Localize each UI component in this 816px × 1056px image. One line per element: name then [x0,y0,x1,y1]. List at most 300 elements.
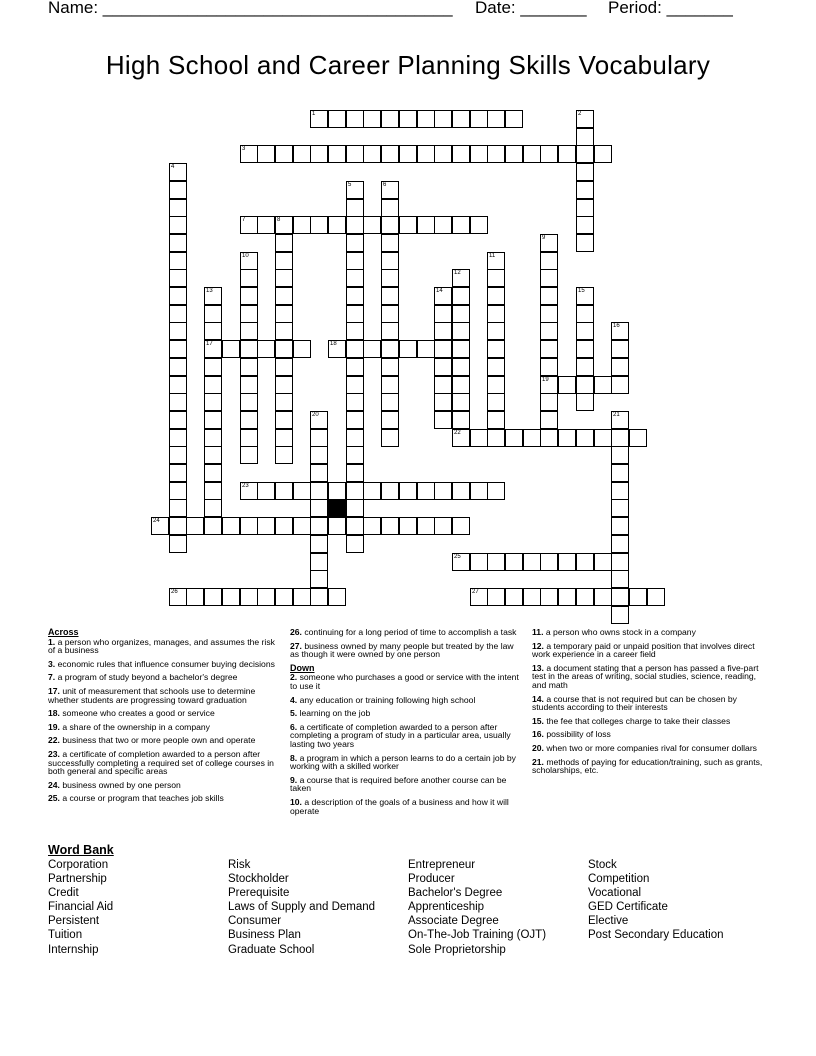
crossword-cell[interactable] [310,464,328,482]
crossword-cell[interactable] [363,482,381,500]
crossword-cell[interactable] [576,181,594,199]
crossword-cell[interactable] [346,482,364,500]
crossword-cell[interactable] [310,145,328,163]
crossword-cell[interactable] [381,358,399,376]
crossword-cell[interactable] [381,252,399,270]
crossword-cell[interactable] [381,216,399,234]
crossword-cell[interactable] [275,429,293,447]
crossword-cell[interactable] [417,110,435,128]
crossword-cell[interactable] [611,376,629,394]
crossword-cell[interactable] [169,499,187,517]
cell-number: 27 [472,589,479,595]
crossword-cell[interactable] [434,305,452,323]
crossword-cell[interactable] [310,499,328,517]
crossword-cell[interactable] [611,499,629,517]
crossword-cell[interactable] [540,553,558,571]
crossword-cell[interactable] [434,376,452,394]
crossword-cell[interactable] [240,376,258,394]
crossword-cell[interactable] [275,287,293,305]
crossword-cell[interactable] [346,464,364,482]
crossword-cell[interactable] [363,216,381,234]
crossword-cell[interactable] [346,216,364,234]
crossword-cell[interactable] [399,216,417,234]
crossword-cell[interactable] [487,287,505,305]
crossword-cell[interactable] [576,145,594,163]
crossword-cell[interactable] [240,517,258,535]
crossword-cell[interactable] [611,464,629,482]
crossword-cell[interactable] [169,163,187,181]
crossword-cell[interactable] [558,429,576,447]
crossword-cell[interactable] [204,429,222,447]
crossword-cell[interactable] [505,429,523,447]
crossword-cell[interactable] [310,482,328,500]
crossword-cell[interactable] [222,340,240,358]
crossword-cell[interactable] [611,446,629,464]
crossword-cell[interactable] [240,446,258,464]
crossword-cell[interactable] [487,411,505,429]
crossword-cell[interactable] [310,429,328,447]
crossword-cell[interactable] [275,305,293,323]
crossword-cell[interactable] [647,588,665,606]
crossword-cell[interactable] [346,145,364,163]
crossword-cell[interactable] [275,376,293,394]
crossword-cell[interactable] [505,553,523,571]
crossword-cell[interactable] [169,287,187,305]
crossword-cell[interactable] [240,340,258,358]
crossword-cell[interactable] [576,128,594,146]
crossword-cell[interactable] [169,269,187,287]
crossword-cell[interactable] [594,588,612,606]
crossword-cell[interactable] [257,482,275,500]
crossword-cell[interactable] [487,269,505,287]
crossword-cell[interactable] [293,216,311,234]
crossword-cell[interactable] [434,322,452,340]
crossword-cell[interactable] [346,517,364,535]
crossword-cell[interactable] [576,234,594,252]
crossword-cell[interactable] [417,517,435,535]
crossword-cell[interactable] [540,411,558,429]
crossword-cell[interactable] [381,340,399,358]
crossword-cell[interactable] [452,517,470,535]
crossword-cell[interactable] [346,181,364,199]
crossword-cell[interactable] [558,588,576,606]
crossword-cell[interactable] [204,482,222,500]
crossword-cell[interactable] [540,145,558,163]
crossword-cell[interactable] [611,535,629,553]
crossword-cell[interactable] [204,358,222,376]
crossword-cell[interactable] [487,429,505,447]
crossword-cell[interactable] [346,234,364,252]
crossword-cell[interactable] [257,588,275,606]
crossword-cell[interactable] [275,517,293,535]
crossword-cell[interactable] [417,216,435,234]
crossword-cell[interactable] [169,199,187,217]
crossword-cell[interactable] [629,588,647,606]
crossword-cell[interactable] [381,199,399,217]
crossword-cell[interactable] [452,322,470,340]
crossword-cell[interactable] [470,145,488,163]
crossword-cell[interactable] [487,340,505,358]
crossword-cell[interactable] [629,429,647,447]
crossword-cell[interactable] [204,464,222,482]
crossword-cell[interactable] [346,499,364,517]
crossword-cell[interactable] [310,588,328,606]
crossword-cell[interactable] [576,110,594,128]
crossword-cell[interactable] [310,517,328,535]
crossword-cell[interactable] [487,393,505,411]
crossword-cell[interactable] [399,340,417,358]
crossword-cell[interactable] [222,517,240,535]
crossword-cell[interactable] [576,376,594,394]
crossword-cell[interactable] [558,376,576,394]
crossword-cell[interactable] [381,287,399,305]
crossword-cell[interactable] [487,376,505,394]
crossword-cell[interactable] [240,588,258,606]
crossword-cell[interactable] [381,482,399,500]
crossword-cell[interactable] [293,145,311,163]
crossword-cell[interactable] [523,588,541,606]
crossword-cell[interactable] [381,376,399,394]
crossword-cell[interactable] [275,340,293,358]
crossword-cell[interactable] [328,145,346,163]
crossword-cell[interactable] [576,393,594,411]
crossword-cell[interactable] [293,517,311,535]
crossword-cell[interactable] [310,110,328,128]
crossword-cell[interactable] [452,216,470,234]
crossword-cell[interactable] [328,340,346,358]
crossword-cell[interactable] [399,110,417,128]
crossword-cell[interactable] [452,358,470,376]
crossword-cell[interactable] [452,340,470,358]
crossword-cell[interactable] [381,269,399,287]
crossword-cell[interactable] [540,252,558,270]
crossword-cell[interactable] [540,376,558,394]
crossword-cell[interactable] [523,145,541,163]
crossword-cell[interactable] [487,110,505,128]
crossword-cell[interactable] [169,393,187,411]
crossword-cell[interactable] [540,322,558,340]
crossword-cell[interactable] [151,517,169,535]
crossword-cell[interactable] [434,287,452,305]
crossword-cell[interactable] [487,482,505,500]
name-field[interactable]: Name: _____________________________________ [48,0,453,17]
crossword-cell[interactable] [611,553,629,571]
crossword-cell[interactable] [346,322,364,340]
crossword-cell[interactable] [487,588,505,606]
crossword-cell[interactable] [346,358,364,376]
crossword-cell[interactable] [611,322,629,340]
crossword-cell[interactable] [381,517,399,535]
crossword-cell[interactable] [363,340,381,358]
crossword-cell[interactable] [452,110,470,128]
crossword-cell[interactable] [381,145,399,163]
crossword-cell[interactable] [346,393,364,411]
crossword-cell[interactable] [240,216,258,234]
crossword-cell[interactable] [169,340,187,358]
crossword-cell[interactable] [257,216,275,234]
crossword-cell[interactable] [452,287,470,305]
crossword-cell[interactable] [381,110,399,128]
crossword-cell[interactable] [257,340,275,358]
crossword-cell[interactable] [487,358,505,376]
crossword-cell[interactable] [452,305,470,323]
crossword-cell[interactable] [346,429,364,447]
crossword-cell[interactable] [346,199,364,217]
crossword-cell[interactable] [540,269,558,287]
crossword-cell[interactable] [275,145,293,163]
crossword-cell[interactable] [310,216,328,234]
crossword-cell[interactable] [240,287,258,305]
crossword-cell[interactable] [240,322,258,340]
crossword-cell[interactable] [381,234,399,252]
crossword-cell[interactable] [470,553,488,571]
crossword-cell[interactable] [346,110,364,128]
crossword-cell[interactable] [169,322,187,340]
crossword-cell[interactable] [346,446,364,464]
crossword-cell[interactable] [452,553,470,571]
crossword-cell[interactable] [452,393,470,411]
crossword-cell[interactable] [417,340,435,358]
crossword-cell[interactable] [293,588,311,606]
crossword-cell[interactable] [204,499,222,517]
crossword-cell[interactable] [275,269,293,287]
crossword-cell[interactable] [381,305,399,323]
crossword-cell[interactable] [275,216,293,234]
crossword-cell[interactable] [186,588,204,606]
crossword-cell[interactable] [611,570,629,588]
crossword-cell[interactable] [169,376,187,394]
crossword-cell[interactable] [169,358,187,376]
crossword-cell[interactable] [434,411,452,429]
crossword-cell[interactable] [257,145,275,163]
crossword-cell[interactable] [240,393,258,411]
crossword-cell[interactable] [186,517,204,535]
crossword-cell[interactable] [275,411,293,429]
crossword-cell[interactable] [452,376,470,394]
crossword-cell[interactable] [169,446,187,464]
crossword-cell[interactable] [240,358,258,376]
crossword-cell[interactable] [363,110,381,128]
crossword-cell[interactable] [381,411,399,429]
crossword-cell[interactable] [576,553,594,571]
crossword-cell[interactable] [169,429,187,447]
crossword-cell[interactable] [611,429,629,447]
crossword-cell[interactable] [540,358,558,376]
crossword-cell[interactable] [487,322,505,340]
crossword-cell[interactable] [257,517,275,535]
crossword-cell[interactable] [169,535,187,553]
crossword-cell[interactable] [540,340,558,358]
crossword-cell[interactable] [204,411,222,429]
crossword-cell[interactable] [310,446,328,464]
crossword-cell[interactable] [204,588,222,606]
crossword-cell[interactable] [275,358,293,376]
crossword-cell[interactable] [399,517,417,535]
crossword-cell[interactable] [240,145,258,163]
crossword-cell[interactable] [523,429,541,447]
crossword-cell[interactable] [594,145,612,163]
crossword-cell[interactable] [310,535,328,553]
crossword-cell[interactable] [434,145,452,163]
crossword-cell[interactable] [346,535,364,553]
crossword-cell[interactable] [540,393,558,411]
crossword-cell[interactable] [487,305,505,323]
crossword-cell[interactable] [576,358,594,376]
crossword-cell[interactable] [576,216,594,234]
crossword-cell[interactable] [240,305,258,323]
crossword-cell[interactable] [169,482,187,500]
crossword-cell[interactable] [611,588,629,606]
crossword-cell[interactable] [169,464,187,482]
crossword-cell[interactable] [169,181,187,199]
crossword-cell[interactable] [204,517,222,535]
crossword-cell[interactable] [204,305,222,323]
crossword-cell[interactable] [523,553,541,571]
crossword-cell[interactable] [452,269,470,287]
crossword-cell[interactable] [576,588,594,606]
crossword-cell[interactable] [452,411,470,429]
crossword-cell[interactable] [611,517,629,535]
crossword-cell[interactable] [611,358,629,376]
crossword-cell[interactable] [240,252,258,270]
crossword-cell[interactable] [204,287,222,305]
crossword-cell[interactable] [328,482,346,500]
crossword-cell[interactable] [328,216,346,234]
date-field[interactable]: Date: _______ [475,0,587,17]
crossword-cell[interactable] [310,553,328,571]
crossword-cell[interactable] [169,252,187,270]
crossword-cell[interactable] [594,429,612,447]
crossword-cell[interactable] [611,340,629,358]
crossword-cell[interactable] [576,199,594,217]
period-field[interactable]: Period: _______ [608,0,733,17]
crossword-cell[interactable] [505,145,523,163]
crossword-cell[interactable] [452,145,470,163]
crossword-cell[interactable] [434,482,452,500]
crossword-cell[interactable] [169,305,187,323]
crossword-cell[interactable] [452,482,470,500]
crossword-cell[interactable] [310,570,328,588]
crossword-cell[interactable] [381,429,399,447]
crossword-cell[interactable] [381,181,399,199]
crossword-cell[interactable] [540,429,558,447]
crossword-cell[interactable] [169,216,187,234]
crossword-cell[interactable] [470,588,488,606]
crossword-cell[interactable] [540,305,558,323]
crossword-cell[interactable] [594,553,612,571]
crossword-cell[interactable] [204,446,222,464]
crossword-cell[interactable] [381,322,399,340]
crossword-cell[interactable] [346,411,364,429]
crossword-cell[interactable] [399,145,417,163]
crossword-cell[interactable] [558,145,576,163]
crossword-cell[interactable] [576,340,594,358]
crossword-cell[interactable] [611,606,629,624]
crossword-cell[interactable] [505,110,523,128]
crossword-cell[interactable] [576,287,594,305]
crossword-cell[interactable] [594,376,612,394]
crossword-cell[interactable] [204,393,222,411]
crossword-cell[interactable] [434,216,452,234]
crossword-cell[interactable] [169,411,187,429]
crossword-cell[interactable] [275,252,293,270]
crossword-cell[interactable] [434,110,452,128]
crossword-cell[interactable] [346,287,364,305]
crossword-cell[interactable] [434,393,452,411]
crossword-cell[interactable] [487,145,505,163]
crossword-cell[interactable] [505,588,523,606]
crossword-cell[interactable] [240,269,258,287]
crossword-cell[interactable] [169,234,187,252]
crossword-cell[interactable] [346,252,364,270]
crossword-cell[interactable] [240,429,258,447]
crossword-cell[interactable] [558,553,576,571]
crossword-cell[interactable] [611,482,629,500]
crossword-cell[interactable] [346,376,364,394]
crossword-cell[interactable] [540,234,558,252]
crossword-cell[interactable] [240,482,258,500]
crossword-cell[interactable] [328,588,346,606]
crossword-cell[interactable] [487,553,505,571]
crossword-cell[interactable] [434,340,452,358]
crossword-cell[interactable] [470,110,488,128]
crossword-cell[interactable] [576,322,594,340]
crossword-cell[interactable] [417,145,435,163]
crossword-cell[interactable] [470,429,488,447]
crossword-cell[interactable] [328,110,346,128]
crossword-cell[interactable] [346,269,364,287]
crossword-cell[interactable] [275,482,293,500]
crossword-cell[interactable] [434,358,452,376]
crossword-cell[interactable] [540,287,558,305]
crossword-cell[interactable] [204,322,222,340]
crossword-cell[interactable] [452,429,470,447]
crossword-cell[interactable] [417,482,435,500]
crossword-cell[interactable] [346,340,364,358]
crossword-cell[interactable] [611,411,629,429]
crossword-cell[interactable] [293,340,311,358]
crossword-cell[interactable] [275,234,293,252]
crossword-cell[interactable] [346,305,364,323]
crossword-cell[interactable] [222,588,240,606]
crossword-cell[interactable] [363,517,381,535]
crossword-cell[interactable] [204,340,222,358]
crossword-cell[interactable] [204,376,222,394]
crossword-cell[interactable] [470,482,488,500]
crossword-cell[interactable] [310,411,328,429]
crossword-cell[interactable] [275,393,293,411]
crossword-cell[interactable] [169,517,187,535]
crossword-cell[interactable] [576,429,594,447]
crossword-cell[interactable] [540,588,558,606]
crossword-cell[interactable] [434,517,452,535]
clue-down-13: 13. a document stating that a person has passed a five-part test in the areas of writing, social studies, science, reading, and math [532,662,759,690]
crossword-cell[interactable] [275,588,293,606]
crossword-cell[interactable] [381,393,399,411]
crossword-cell[interactable] [487,252,505,270]
crossword-cell[interactable] [328,517,346,535]
crossword-cell[interactable] [275,446,293,464]
crossword-cell[interactable] [240,411,258,429]
crossword-cell[interactable] [576,163,594,181]
crossword-cell[interactable] [470,216,488,234]
crossword-cell[interactable] [363,145,381,163]
crossword-cell[interactable] [275,322,293,340]
crossword-cell[interactable] [576,305,594,323]
crossword-cell[interactable] [169,588,187,606]
crossword-cell[interactable] [293,482,311,500]
crossword-cell[interactable] [399,482,417,500]
